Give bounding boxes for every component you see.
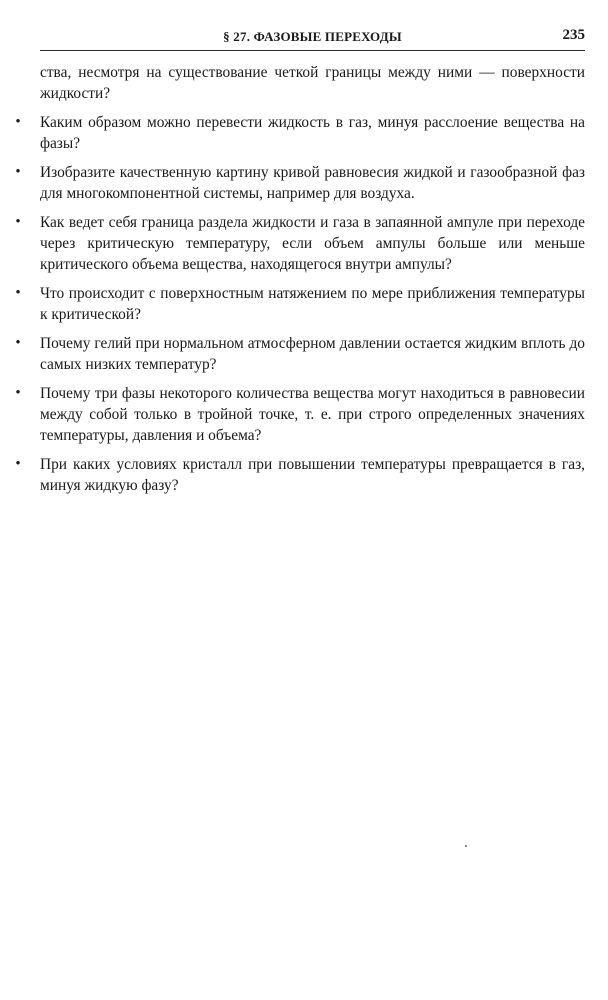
print-speck [465, 845, 467, 847]
question-item [15, 333, 585, 375]
bullet-icon: • [15, 335, 21, 351]
question-item [15, 212, 585, 275]
question-text: Каким образом можно перевести жидкость в газ, минуя расслоение вещества на фазы? [40, 114, 585, 152]
question-text: При каких условиях кристалл при повышении температуры превращается в газ, минуя жидкую фазу? [40, 456, 585, 494]
question-item [15, 283, 585, 325]
question-text: Почему гелий при нормальном атмосферном давлении остается жидким вплоть до самых низких температур? [40, 335, 585, 373]
question-item [15, 383, 585, 446]
question-text: Изобразите качественную картину кривой равновесия жидкой и газообразной фаз для многокомпонентной системы, например для воздуха. [40, 164, 585, 202]
page-header [40, 27, 585, 49]
continuation-paragraph: ства, несмотря на существование четкой границы между ними — поверхности жидкости? [40, 64, 585, 102]
question-item [15, 162, 585, 204]
question-item [15, 454, 585, 496]
question-item [15, 112, 585, 154]
bullet-icon: • [15, 385, 21, 401]
running-title: § 27. ФАЗОВЫЕ ПЕРЕХОДЫ [223, 29, 402, 44]
question-text: Что происходит с поверхностным натяжением по мере приближения температуры к критической? [40, 285, 585, 323]
page-number: 235 [562, 27, 585, 43]
bullet-icon: • [15, 456, 21, 472]
header-rule [40, 50, 585, 51]
bullet-icon: • [15, 114, 21, 130]
bullet-icon: • [15, 285, 21, 301]
question-text: Как ведет себя граница раздела жидкости и газа в запаянной ампуле при переходе через критическую температуру, если объем ампулы больше или меньше критического объема вещества, находящегося внутри ампулы? [40, 214, 585, 273]
question-text: Почему три фазы некоторого количества вещества могут находиться в равновесии между собой только в тройной точке, т. е. при строго определенных значениях температуры, давления и объема? [40, 385, 585, 444]
page-body [15, 62, 585, 504]
bullet-icon: • [15, 214, 21, 230]
bullet-icon: • [15, 164, 21, 180]
